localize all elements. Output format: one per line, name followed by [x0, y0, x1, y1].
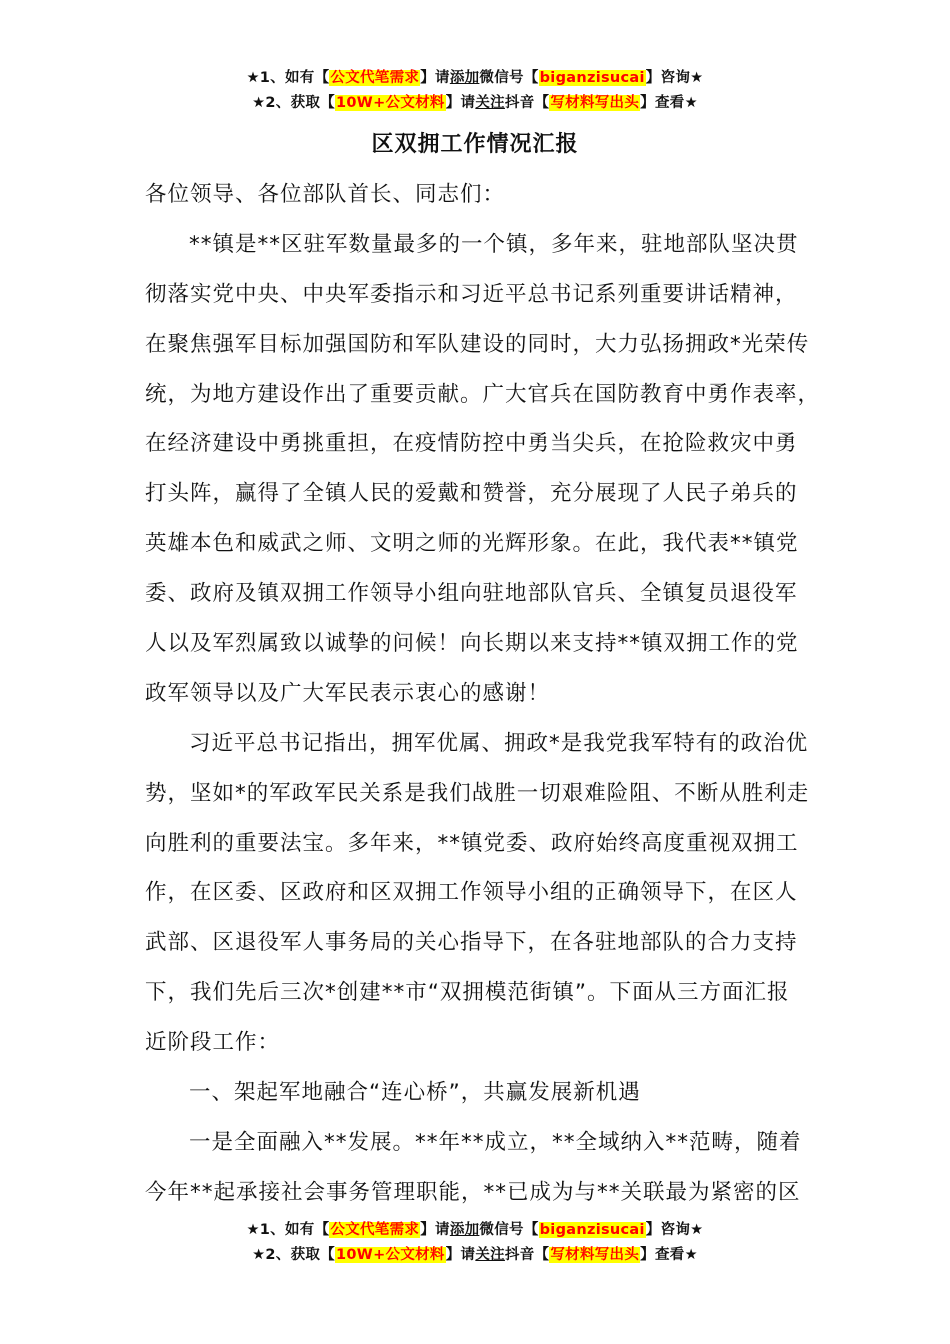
promo-text: 】请 [420, 1222, 450, 1238]
promo-highlight: biganzisucai [539, 70, 645, 86]
document-body [145, 170, 835, 1218]
header-promo-banner [0, 66, 950, 116]
text-line: 习近平总书记指出，拥军优属、拥政*是我党我军特有的政治优 [189, 730, 809, 756]
text-line: 各位领导、各位部队首长、同志们： [145, 182, 506, 207]
text-line: 彻落实党中央、中央军委指示和习近平总书记系列重要讲话精神， [145, 281, 798, 307]
promo-highlight: biganzisucai [539, 1222, 645, 1238]
promo-text: ★1、如有【 [246, 1222, 330, 1238]
text-line: 今年**起承接社会事务管理职能，**已成为与**关联最为紧密的区 [145, 1179, 801, 1205]
text-line: 委、政府及镇双拥工作领导小组向驻地部队官兵、全镇复员退役军 [145, 581, 798, 607]
text-line: 政军领导以及广大军民表示衷心的感谢！ [145, 680, 551, 706]
section-heading: 一、架起军地融合“连心桥”，共赢发展新机遇 [189, 1080, 641, 1106]
text-line: 作，在区委、区政府和区双拥工作领导小组的正确领导下，在区人 [145, 880, 798, 906]
text-line: 英雄本色和威武之师、文明之师的光辉形象。在此，我代表**镇党 [145, 531, 799, 557]
promo-text: ★2、获取【 [252, 1247, 335, 1263]
promo-line-2 [0, 91, 950, 116]
promo-text: 微信号【 [479, 70, 539, 86]
text-line: 在聚焦强军目标加强国防和军队建设的同时，大力弘扬拥政*光荣传 [145, 331, 810, 357]
text-line: **镇是**区驻军数量最多的一个镇，多年来，驻地部队坚决贯 [189, 231, 799, 257]
promo-underlined-text: 关注 [475, 95, 505, 111]
promo-text: 】请 [445, 1247, 476, 1263]
promo-highlight: 公文代笔需求 [330, 70, 420, 86]
promo-line-1 [0, 66, 950, 91]
promo-highlight: 公文代笔需求 [330, 1222, 420, 1238]
promo-line-2 [0, 1243, 950, 1268]
promo-text: 抖音【 [504, 95, 550, 111]
footer-promo-banner [0, 1218, 950, 1268]
promo-text: 抖音【 [504, 1247, 550, 1263]
text-line: 一是全面融入**发展。**年**成立，**全域纳入**范畴，随着 [189, 1129, 802, 1155]
promo-text: ★1、如有【 [246, 70, 330, 86]
text-line: 向胜利的重要法宝。多年来，**镇党委、政府始终高度重视双拥工 [145, 830, 799, 856]
text-line: 打头阵，赢得了全镇人民的爱戴和赞誉，充分展现了人民子弟兵的 [145, 481, 798, 507]
promo-highlight: 写材料写出头 [550, 95, 640, 111]
promo-text: 】咨询★ [645, 70, 704, 86]
text-line: 势，坚如*的军政军民关系是我们战胜一切艰难险阻、不断从胜利走 [145, 780, 810, 806]
promo-underlined-text: 添加 [449, 1222, 480, 1238]
promo-underlined-text: 关注 [475, 1247, 505, 1263]
promo-text: 微信号【 [479, 1222, 539, 1238]
promo-highlight: 10W+公文材料 [336, 1247, 445, 1263]
promo-text: 】查看★ [640, 95, 698, 111]
promo-text: 】咨询★ [645, 1222, 704, 1238]
promo-text: 】请 [445, 95, 476, 111]
text-line: 下，我们先后三次*创建**市“双拥模范街镇”。下面从三方面汇报 [145, 980, 790, 1006]
promo-text: 】请 [420, 70, 450, 86]
promo-underlined-text: 添加 [449, 70, 480, 86]
text-line: 在经济建设中勇挑重担，在疫情防控中勇当尖兵，在抢险救灾中勇 [145, 431, 798, 457]
document-title: 区双拥工作情况汇报 [371, 132, 579, 157]
promo-highlight: 10W+公文材料 [336, 95, 445, 111]
text-line: 人以及军烈属致以诚挚的问候！向长期以来支持**镇双拥工作的党 [145, 631, 799, 657]
text-line: 武部、区退役军人事务局的关心指导下，在各驻地部队的合力支持 [145, 930, 798, 956]
text-line: 近阶段工作： [145, 1030, 281, 1056]
promo-line-1 [0, 1218, 950, 1243]
text-line: 统，为地方建设作出了重要贡献。广大官兵在国防教育中勇作表率， [145, 381, 821, 407]
promo-text: 】查看★ [640, 1247, 698, 1263]
promo-highlight: 写材料写出头 [550, 1247, 640, 1263]
promo-text: ★2、获取【 [252, 95, 335, 111]
